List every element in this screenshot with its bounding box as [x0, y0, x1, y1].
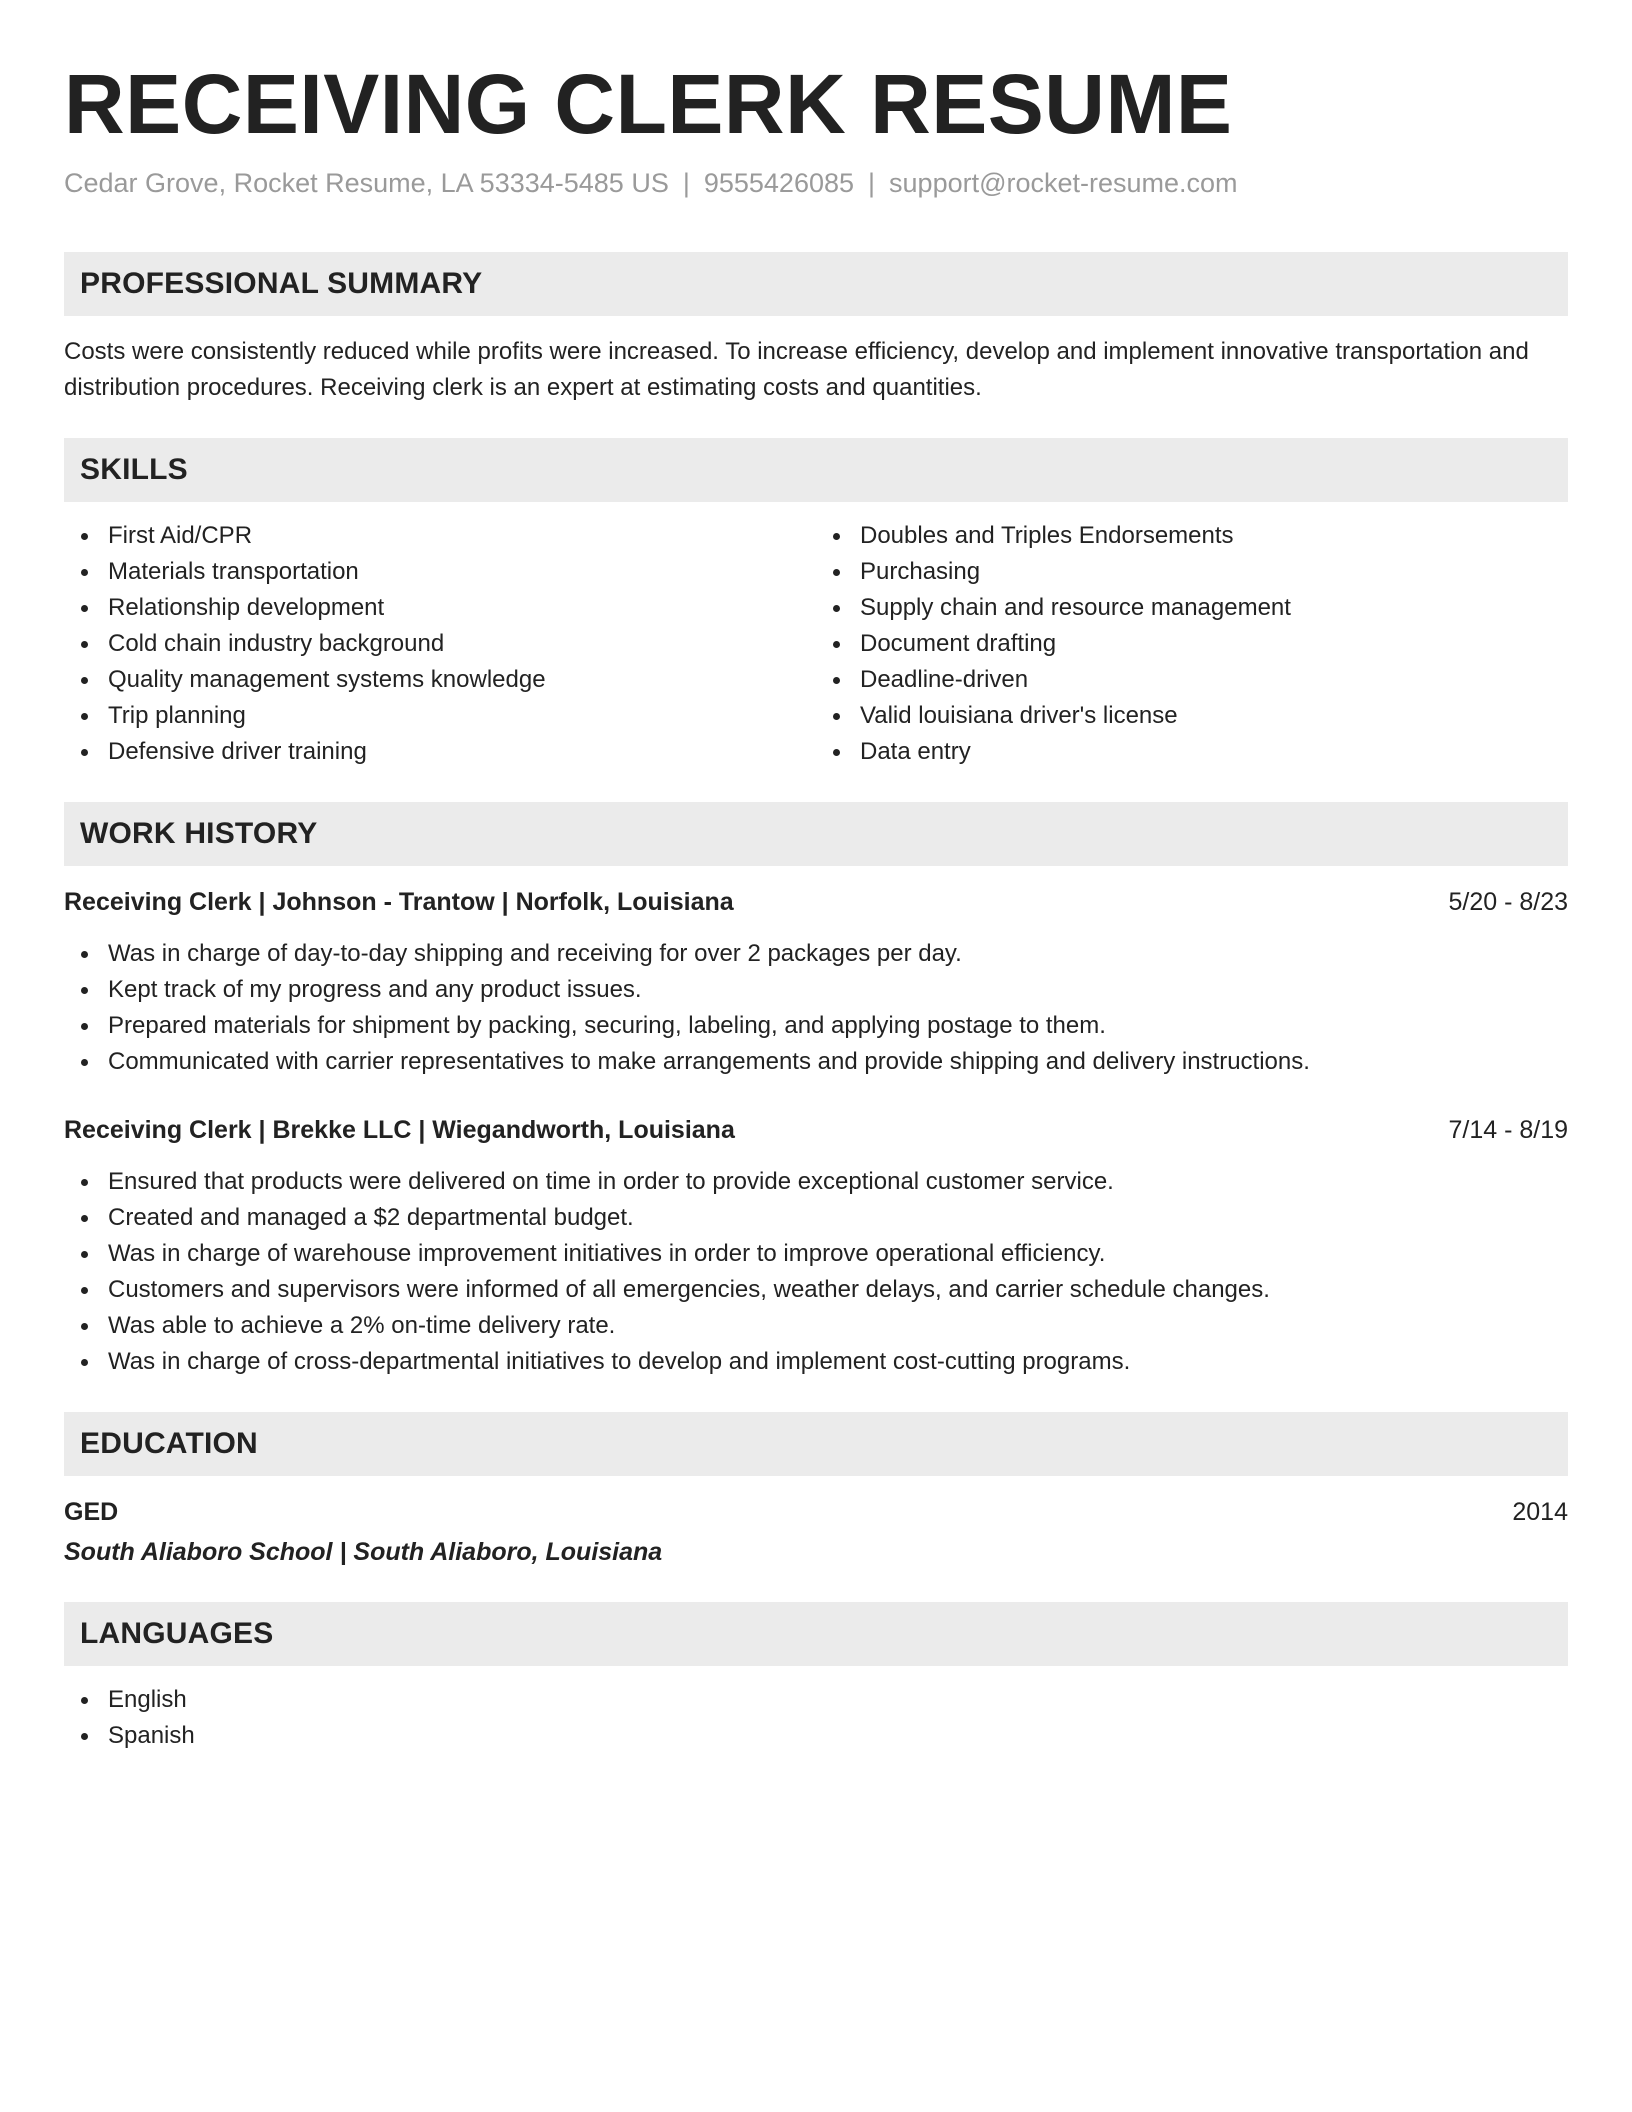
job-bullets — [64, 936, 1568, 1080]
job-bullet: Was in charge of day-to-day shipping and receiving for over 2 packages per day. — [64, 936, 1568, 972]
skill-item: Valid louisiana driver's license — [816, 698, 1568, 734]
resume-title: RECEIVING CLERK RESUME — [64, 57, 1233, 151]
languages-list — [64, 1682, 1568, 1754]
skill-item: Deadline-driven — [816, 662, 1568, 698]
contact-separator: | — [682, 168, 690, 198]
language-item: Spanish — [64, 1718, 1568, 1754]
education-school: South Aliaboro School | South Aliaboro, Louisiana — [64, 1538, 663, 1566]
contact-email: support@rocket-resume.com — [889, 168, 1238, 198]
work-history-heading: WORK HISTORY — [64, 802, 1568, 866]
education-year: 2014 — [1512, 1498, 1568, 1526]
contact-phone: 9555426085 — [703, 168, 855, 198]
skill-item: Relationship development — [64, 590, 816, 626]
skills-column-right — [816, 518, 1568, 770]
skills-grid — [64, 518, 1568, 770]
education-heading: EDUCATION — [64, 1412, 1568, 1476]
job-entry — [64, 884, 1568, 1080]
job-bullet: Was in charge of cross-departmental initiatives to develop and implement cost-cutting programs. — [64, 1344, 1568, 1380]
contact-address: Cedar Grove, Rocket Resume, LA 53334-5485 US — [64, 168, 669, 198]
job-bullet: Customers and supervisors were informed of all emergencies, weather delays, and carrier schedule changes. — [64, 1272, 1568, 1308]
skill-item: Quality management systems knowledge — [64, 662, 816, 698]
education-degree: GED — [64, 1498, 119, 1526]
job-bullet: Created and managed a $2 departmental budget. — [64, 1200, 1568, 1236]
skill-item: Document drafting — [816, 626, 1568, 662]
contact-separator: | — [868, 168, 876, 198]
job-bullet: Was able to achieve a 2% on-time delivery rate. — [64, 1308, 1568, 1344]
skill-item: Materials transportation — [64, 554, 816, 590]
job-bullet: Ensured that products were delivered on time in order to provide exceptional customer service. — [64, 1164, 1568, 1200]
job-entry — [64, 1112, 1568, 1380]
languages-heading: LANGUAGES — [64, 1602, 1568, 1666]
job-bullet: Communicated with carrier representatives to make arrangements and provide shipping and delivery instructions. — [64, 1044, 1568, 1080]
language-item: English — [64, 1682, 1568, 1718]
job-bullets — [64, 1164, 1568, 1380]
job-dates: 5/20 - 8/23 — [1448, 888, 1568, 916]
skill-item: Trip planning — [64, 698, 816, 734]
skill-item: Cold chain industry background — [64, 626, 816, 662]
job-title: Receiving Clerk | Johnson - Trantow | Norfolk, Louisiana — [64, 888, 734, 916]
skill-item: Defensive driver training — [64, 734, 816, 770]
job-title: Receiving Clerk | Brekke LLC | Wiegandworth, Louisiana — [64, 1116, 735, 1144]
skills-heading: SKILLS — [64, 438, 1568, 502]
job-bullet: Prepared materials for shipment by packing, securing, labeling, and applying postage to them. — [64, 1008, 1568, 1044]
job-dates: 7/14 - 8/19 — [1448, 1116, 1568, 1144]
skills-column-left — [64, 518, 816, 770]
job-bullet: Was in charge of warehouse improvement initiatives in order to improve operational efficiency. — [64, 1236, 1568, 1272]
skill-item: First Aid/CPR — [64, 518, 816, 554]
skill-item: Supply chain and resource management — [816, 590, 1568, 626]
skill-item: Purchasing — [816, 554, 1568, 590]
summary-text: Costs were consistently reduced while profits were increased. To increase efficiency, develop and implement innovative transportation and distribution procedures. Receiving clerk is an expert at estimating costs and quantities. — [64, 338, 1529, 401]
job-bullet: Kept track of my progress and any product issues. — [64, 972, 1568, 1008]
education-entry — [64, 1494, 1568, 1570]
summary-heading: PROFESSIONAL SUMMARY — [64, 252, 1568, 316]
skill-item: Data entry — [816, 734, 1568, 770]
contact-line — [64, 166, 1568, 200]
skill-item: Doubles and Triples Endorsements — [816, 518, 1568, 554]
